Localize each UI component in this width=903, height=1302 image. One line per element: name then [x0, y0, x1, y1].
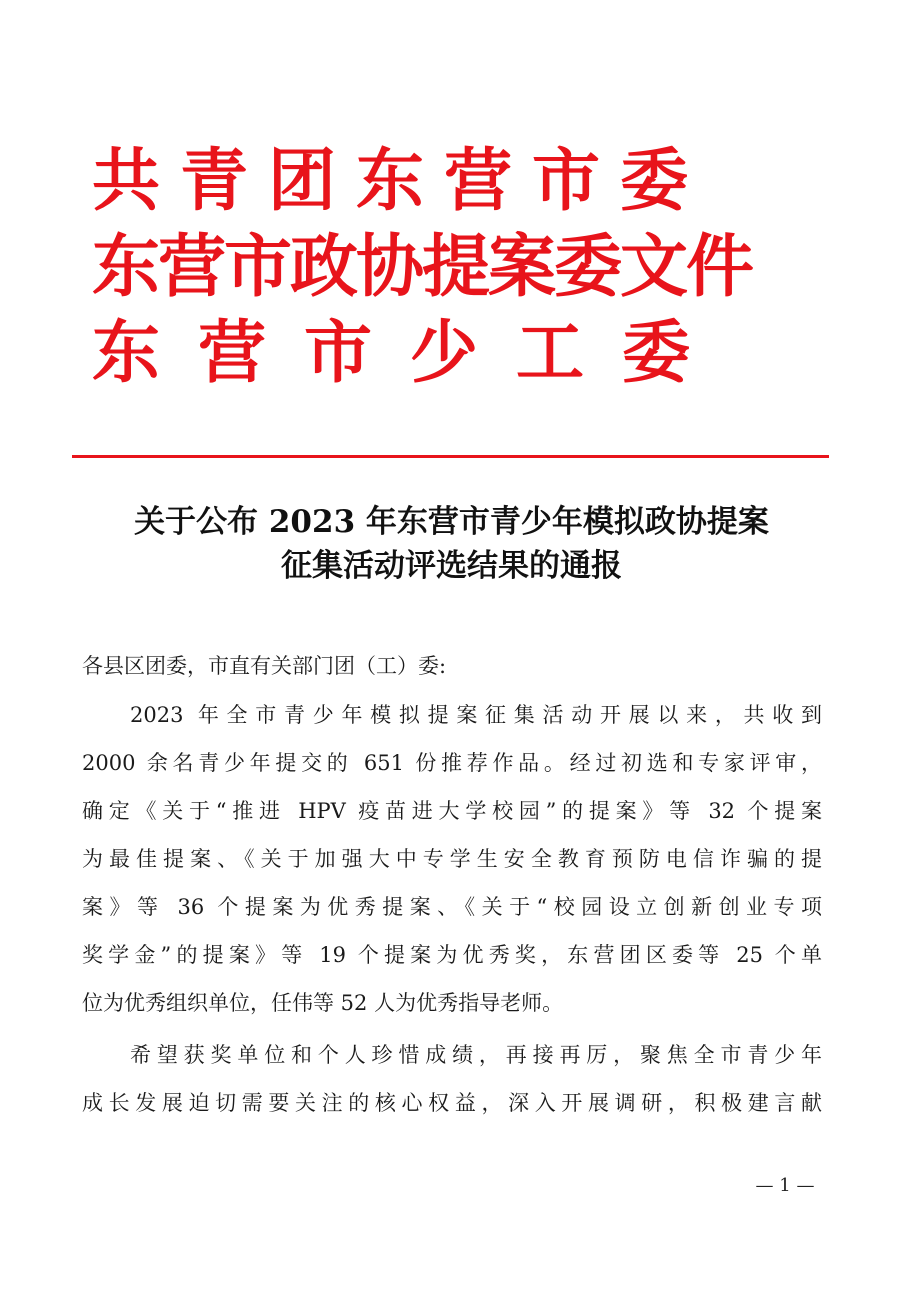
paragraph-line: 奖学金”的提案》等 19 个提案为优秀奖，东营团区委等 25 个单: [82, 943, 822, 967]
issuing-organs-header: [92, 138, 822, 396]
addressee: 各县区团委，市直有关部门团（工）委:: [82, 654, 447, 678]
paragraph-line: 成长发展迫切需要关注的核心权益，深入开展调研，积极建言献: [82, 1091, 822, 1115]
paragraph-line: 为最佳提案、《关于加强大中专学生安全教育预防电信诈骗的提: [82, 847, 822, 871]
paragraph-line: 案》等 36 个提案为优秀提案、《关于“校园设立创新创业专项: [82, 895, 822, 919]
red-separator-line: [72, 455, 829, 458]
title-line-1: 关于公布 2023 年东营市青少年模拟政协提案: [134, 504, 769, 540]
issuer-row-1: [92, 138, 822, 224]
issuer-youth-league: 共青团东营市委: [92, 141, 709, 221]
issuer-cppcc-proposal-committee: 东营市政协提案委: [92, 227, 621, 307]
paragraph-line: 希望获奖单位和个人珍惜成绩，再接再厉，聚焦全市青少年: [130, 1043, 822, 1067]
document-title: [60, 500, 843, 588]
paragraph-line: 2000 余名青少年提交的 651 份推荐作品。经过初选和专家评审，: [82, 751, 822, 775]
paragraph-line: 2023 年全市青少年模拟提案征集活动开展以来，共收到: [130, 703, 822, 727]
paragraph-line: 确定《关于“推进 HPV 疫苗进大学校园”的提案》等 32 个提案: [82, 799, 822, 823]
issuer-row-2: [92, 224, 822, 310]
document-suffix: 文件: [620, 227, 753, 307]
paragraph-1: [82, 691, 822, 1027]
page-number: — 1 —: [755, 1175, 815, 1196]
title-line-2: 征集活动评选结果的通报: [281, 548, 622, 584]
issuer-row-3: [92, 310, 822, 396]
paragraph-line: 位为优秀组织单位，任伟等 52 人为优秀指导老师。: [82, 991, 564, 1015]
issuer-young-pioneers-committee: 东营市少工委: [92, 313, 729, 393]
paragraph-2: [82, 1031, 822, 1127]
